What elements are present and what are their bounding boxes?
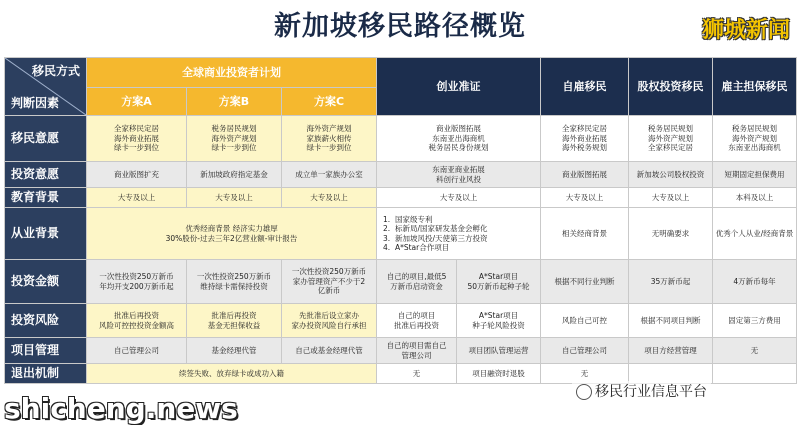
table-cell: 无 [377, 364, 457, 384]
table-cell: 商业版图拓展 [541, 162, 629, 188]
table-cell: 自己的项目,最低5 万新币启动资金 [377, 260, 457, 304]
list-item: 1. 国家级专利 [383, 214, 433, 224]
table-cell: 无 [541, 364, 629, 384]
row-label: 从业背景 [5, 208, 87, 260]
table-row [5, 260, 797, 304]
table-cell: 项目团队管理运营 [457, 338, 541, 364]
table-cell: 大专及以上 [377, 188, 541, 208]
row-label: 教育背景 [5, 188, 87, 208]
header-employer: 雇主担保移民 [713, 58, 797, 116]
table-cell: 商业版图扩充 [87, 162, 187, 188]
table-cell: A*Star项目 50万新币起种子轮 [457, 260, 541, 304]
table-cell: 批准后再投资 风险可控控投资金额高 [87, 304, 187, 338]
table-cell: 大专及以上 [541, 188, 629, 208]
header-gip: 全球商业投资者计划 [87, 58, 377, 88]
table-cell: 本科及以上 [713, 188, 797, 208]
table-cell: 东南亚商业拓展 科创行业风投 [377, 162, 541, 188]
table-row [5, 188, 797, 208]
table-cell: 基金经理代管 [187, 338, 282, 364]
table-cell: 4万新币每年 [713, 260, 797, 304]
immigration-comparison-table [4, 57, 797, 384]
row-label: 项目管理 [5, 338, 87, 364]
table-cell: 相关经商背景 [541, 208, 629, 260]
table-cell: 大专及以上 [187, 188, 282, 208]
row-label: 移民意愿 [5, 116, 87, 162]
table-cell: 海外资产规划 家族薪火相传 绿卡一步到位 [282, 116, 377, 162]
table-cell: 优秀个人从业/经商背景 [713, 208, 797, 260]
table-cell: 全家移民定居 海外商业拓展 绿卡一步到位 [87, 116, 187, 162]
header-option-a: 方案A [87, 88, 187, 116]
table-cell: 全家移民定居 海外商业拓展 海外税务规划 [541, 116, 629, 162]
table-cell: 一次性投资250万新币 维持绿卡需保持投资 [187, 260, 282, 304]
header-option-c: 方案C [282, 88, 377, 116]
table-cell: 成立单一家族办公室 [282, 162, 377, 188]
table-cell: 商业版图拓展 东南亚出海商机 税务居民身份规划 [377, 116, 541, 162]
wechat-icon [576, 384, 592, 400]
table-cell: A*Star项目 种子轮风险投资 [457, 304, 541, 338]
watermark-wechat-label: 移民行业信息平台 [595, 384, 707, 400]
list-item: 3. 新加坡风投/天使第三方投资 [383, 233, 488, 243]
table-cell: 短期固定担保费用 [713, 162, 797, 188]
table-cell: 新加坡公司股权投资 [629, 162, 713, 188]
row-label: 投资金额 [5, 260, 87, 304]
table-cell: 大专及以上 [629, 188, 713, 208]
table-cell: 大专及以上 [87, 188, 187, 208]
table-cell: 一次性投资250万新币 年均开支200万新币起 [87, 260, 187, 304]
table-cell: 税务居民规划 海外资产规划 全家移民定居 [629, 116, 713, 162]
table-cell: 无明确要求 [629, 208, 713, 260]
list-item: 2. 标新局/国家研发基金会孵化 [383, 224, 488, 234]
corner-bottom-label: 判断因素 [11, 96, 60, 110]
table-cell: 根据不同行业判断 [541, 260, 629, 304]
table-row [5, 304, 797, 338]
corner-top-label: 移民方式 [31, 64, 80, 78]
table-cell: 大专及以上 [282, 188, 377, 208]
header-option-b: 方案B [187, 88, 282, 116]
table-cell: 续签失败、放弃绿卡或成功入籍 [87, 364, 377, 384]
table-row [5, 162, 797, 188]
table-row [5, 338, 797, 364]
table-cell: 项目融资时退股 [457, 364, 541, 384]
page-title: 新加坡移民路径概览 [274, 11, 526, 42]
header-employment: 自雇移民 [541, 58, 629, 116]
table-cell [713, 364, 797, 384]
row-label: 投资意愿 [5, 162, 87, 188]
table-cell: 一次性投资250万新币 家办管理资产不少于2 亿新币 [282, 260, 377, 304]
table-row [5, 208, 797, 260]
watermark-wechat [572, 381, 711, 401]
header-equity: 股权投资移民 [629, 58, 713, 116]
table-cell: 自己的项目 批准后再投资 [377, 304, 457, 338]
table-cell: 固定第三方费用 [713, 304, 797, 338]
table-cell: 自己管理公司 [541, 338, 629, 364]
table-cell: 税务居民规划 海外资产规划 绿卡一步到位 [187, 116, 282, 162]
list-item: 4. A*Star合作项目 [383, 242, 450, 252]
table-cell: 批准后再投资 基金无担保收益 [187, 304, 282, 338]
table-cell: 项目方经营管理 [629, 338, 713, 364]
table-cell: 先批准后设立家办 家办投资风险自行承担 [282, 304, 377, 338]
table-cell: 新加坡政府指定基金 [187, 162, 282, 188]
table-cell: 优秀经商背景 经济实力雄厚 30%股份-过去三年2亿营业额-审计报告 [87, 208, 377, 260]
table-cell: 根据不同项目判断 [629, 304, 713, 338]
table-cell: 自己的项目需自己 管理公司 [377, 338, 457, 364]
table-row [5, 116, 797, 162]
table-corner-header [5, 58, 87, 116]
table-cell: 税务居民规划 海外资产规划 东南亚出海商机 [713, 116, 797, 162]
table-cell: 无 [713, 338, 797, 364]
table-cell: 35万新币起 [629, 260, 713, 304]
watermark-site: shicheng.news [4, 392, 238, 425]
row-label: 退出机制 [5, 364, 87, 384]
table-cell: 自己管理公司 [87, 338, 187, 364]
table-cell: 自己或基金经理代管 [282, 338, 377, 364]
row-label: 投资风险 [5, 304, 87, 338]
brand-logo: 狮城新闻 [701, 18, 790, 43]
header-startup: 创业准证 [377, 58, 541, 116]
table-cell: 风险自己可控 [541, 304, 629, 338]
startup-criteria-list [377, 208, 541, 260]
